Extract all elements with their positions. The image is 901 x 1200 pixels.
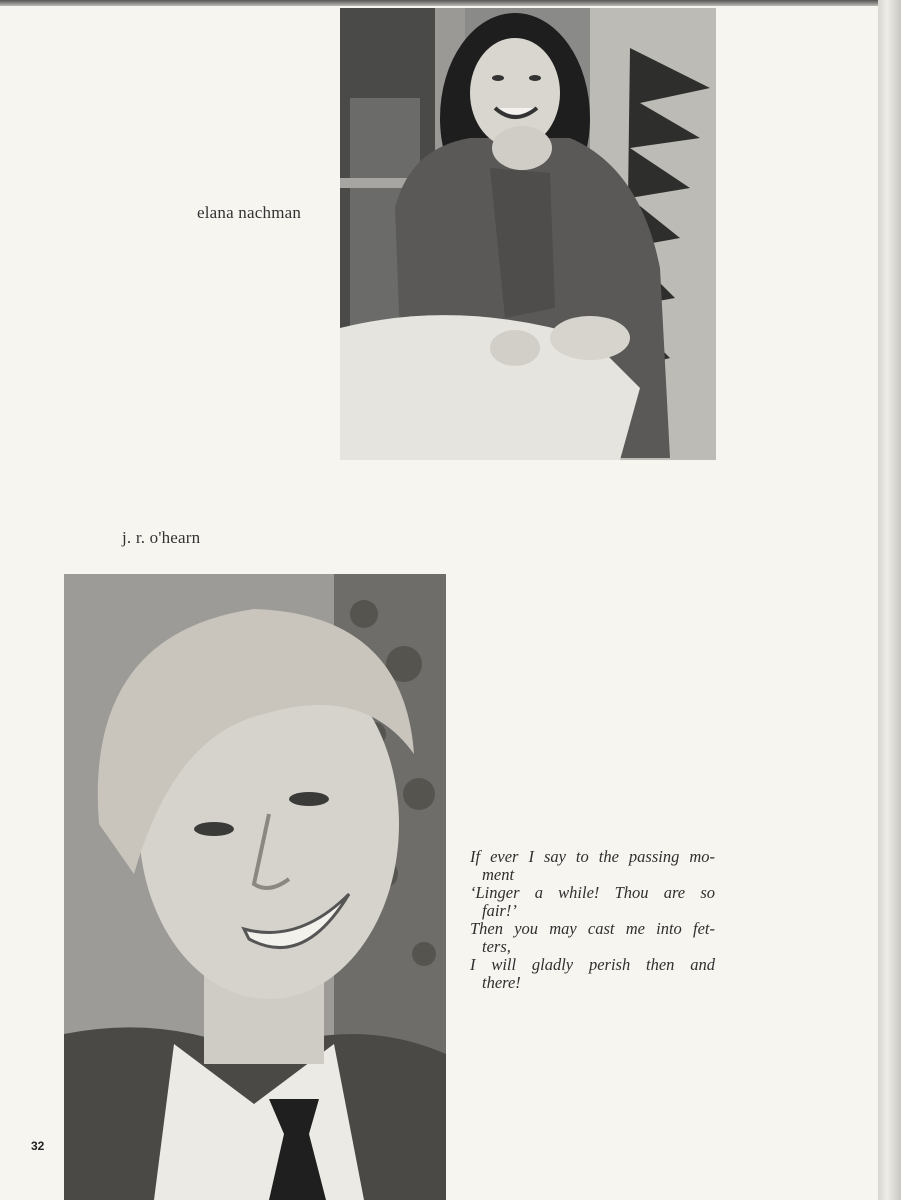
page-number: 32 bbox=[31, 1139, 45, 1153]
portrait-photo-ohearn bbox=[64, 574, 446, 1200]
verse-line: ment bbox=[482, 865, 515, 884]
verse-line: Then you may cast me into fet- bbox=[470, 919, 715, 938]
verse-line: I will gladly perish then and bbox=[470, 955, 715, 974]
verse-line: ‘Linger a while! Thou are so bbox=[470, 883, 715, 902]
verse-line: If ever I say to the passing mo- bbox=[470, 847, 715, 866]
verse-quote bbox=[470, 848, 715, 992]
verse-line: fair!’ bbox=[482, 901, 517, 920]
verse-line: ters, bbox=[482, 937, 511, 956]
portrait-name-ohearn: j. r. o'hearn bbox=[122, 528, 201, 547]
verse-line: there! bbox=[482, 973, 521, 992]
portrait-name-elana: elana nachman bbox=[197, 203, 302, 222]
page-top-shadow bbox=[0, 0, 901, 6]
page-binding-edge bbox=[878, 0, 901, 1200]
portrait-photo-elana bbox=[340, 8, 716, 460]
